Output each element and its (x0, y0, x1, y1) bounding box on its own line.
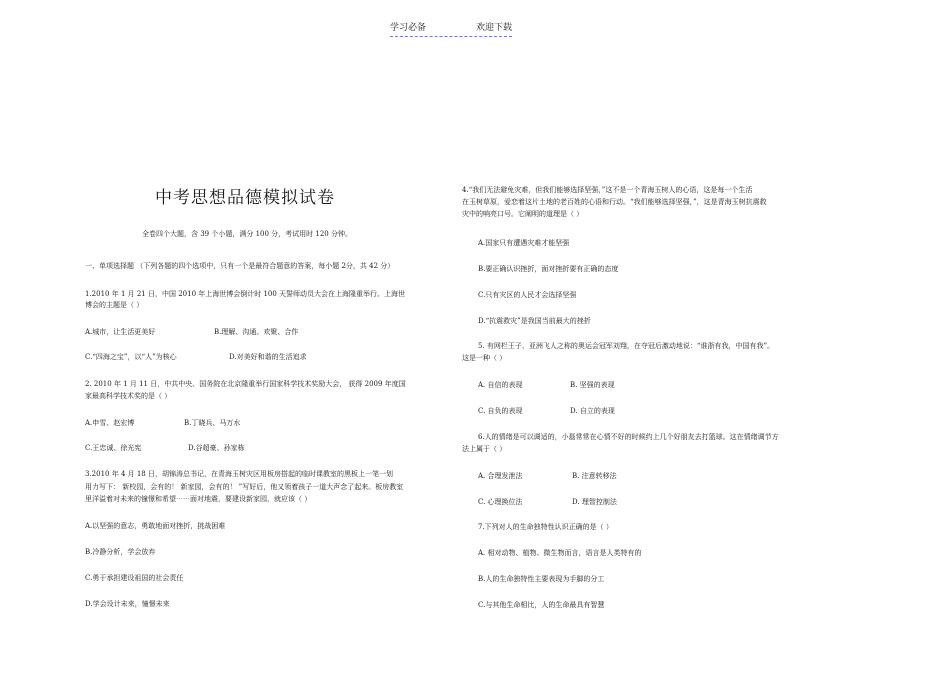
q7-option-b: B.人的生命独特性主要表现为手脚的分工 (478, 575, 605, 583)
q2-option-c: C.王忠诚、徐光宪 (85, 444, 142, 452)
q5-option-c: C. 自负的表现 (478, 407, 523, 415)
question-6-text-cont: 法上属于（ ） (462, 445, 507, 453)
exam-title: 中考思想品德模拟试卷 (155, 188, 335, 208)
q5-option-a: A. 自信的表现 (478, 381, 523, 389)
q4-option-a: A.国家只有遭遇灾难才能坚强 (478, 239, 570, 247)
question-3-text-cont2: 里洋溢着对未来的憧憬和希望⋯⋯面对地震，要建设新家园，就应该（ ） (85, 495, 312, 503)
header-right-text: 欢迎下载 (475, 23, 512, 33)
q6-option-c: C. 心理换位法 (478, 498, 523, 506)
question-4-text-cont2: 灾中的响亮口号。它阐明的道理是（ ） (462, 210, 584, 218)
question-1-text: 1.2010 年 1 月 21 日，中国 2010 年上海世博会倒计时 100 天誓师动员大会在上海隆重举行。上海世 (85, 290, 406, 298)
q7-option-a: A. 相对动物、植物、微生物而言，语言是人类特有的 (478, 549, 642, 557)
q5-option-d: D. 自立的表现 (570, 407, 615, 415)
q4-option-b: B.要正确认识挫折，面对挫折要有正确的态度 (478, 265, 619, 273)
question-3-text: 3.2010 年 4 月 18 日，胡锦涛总书记，在青海玉树灾区用板房搭起的临时课教室的黑板上一笔一划 (85, 470, 393, 478)
question-7-text: 7.下列对人的生命独特性认识正确的是（ ） (478, 523, 613, 531)
question-5-text: 5. 有网栏王子、亚洲飞人之称的奥运会冠军刘翔，在夺冠后激动地说：“谁浙有我，中国有我”。 (478, 342, 775, 350)
q1-option-b: B.理解、沟通、欢聚、合作 (214, 328, 299, 336)
q6-option-b: B. 注意转移法 (572, 472, 617, 480)
question-6-text: 6.人的情绪是可以调适的，小磊常常在心情不好的时候约上几个好朋友去打篮球。这在情绪调节方 (478, 433, 779, 441)
exam-intro: 全卷四个大题，含 39 个小题，满分 100 分，考试用时 120 分钟。 (142, 230, 352, 238)
q4-option-c: C.只有灾区的人民才会选择坚强 (478, 291, 577, 299)
q2-option-d: D.谷超豪、孙家栋 (188, 444, 245, 452)
q3-option-d: D.学会设计未来，憧憬未来 (85, 600, 170, 608)
question-5-text-cont: 这是一种（ ） (462, 354, 507, 362)
question-2-text-cont: 家最高科学技术奖的是（ ） (85, 392, 172, 400)
q3-option-c: C.勇于承担建设祖国的社会责任 (85, 574, 184, 582)
page-header (390, 20, 512, 37)
q1-option-a: A.城市，让生活更美好 (85, 328, 156, 336)
question-3-text-cont1: 用力写下： 新校园，会有的！ 新家园，会有的！ ”写好后，他又领着孩子一道大声念了起来。板房教室 (85, 483, 404, 491)
q5-option-b: B. 坚强的表现 (570, 381, 615, 389)
q2-option-a: A.申雪、赵宏博 (85, 419, 135, 427)
q2-option-b: B.丁晓兵、马万水 (184, 419, 241, 427)
q1-option-d: D.对美好和谐的生活追求 (229, 353, 307, 361)
question-4-text: 4.“我们无法避免灾难，但我们能够选择坚强，”这不是一个青海玉树人的心语，这是每一个生活 (462, 186, 753, 194)
q6-option-d: D. 理智控制法 (572, 498, 617, 506)
question-2-text: 2. 2010 年 1 月 11 日，中共中央、国务院在北京隆重举行国家科学技术奖励大会， 获得 2009 年度国 (85, 380, 406, 388)
q4-option-d: D.“抗震救灾”是我国当前最大的挫折 (478, 317, 591, 325)
q3-option-a: A.以坚强的意志，勇敢地面对挫折，挑战困难 (85, 522, 226, 530)
question-4-text-cont1: 在玉树草原，爱恋着这片土地的老百姓的心语和行动。“我们能够选择坚强，”，这是青海玉树抗震救 (462, 198, 767, 206)
section-heading: 一、单项选择题 （下列各题的四个选项中，只有一个是最符合题意的答案，每小题 2分，共 42 分） (85, 262, 395, 270)
q3-option-b: B.冷静分析，学会放弃 (85, 548, 156, 556)
q7-option-c: C.与其他生命相比，人的生命最具有智慧 (478, 601, 605, 609)
q6-option-a: A. 合理发泄法 (478, 472, 523, 480)
header-left-text: 学习必备 (390, 23, 427, 33)
question-1-text-cont: 博会的主题是（ ） (85, 301, 144, 309)
q1-option-c: C.“四海之宝”，以“人”为核心 (85, 353, 177, 361)
